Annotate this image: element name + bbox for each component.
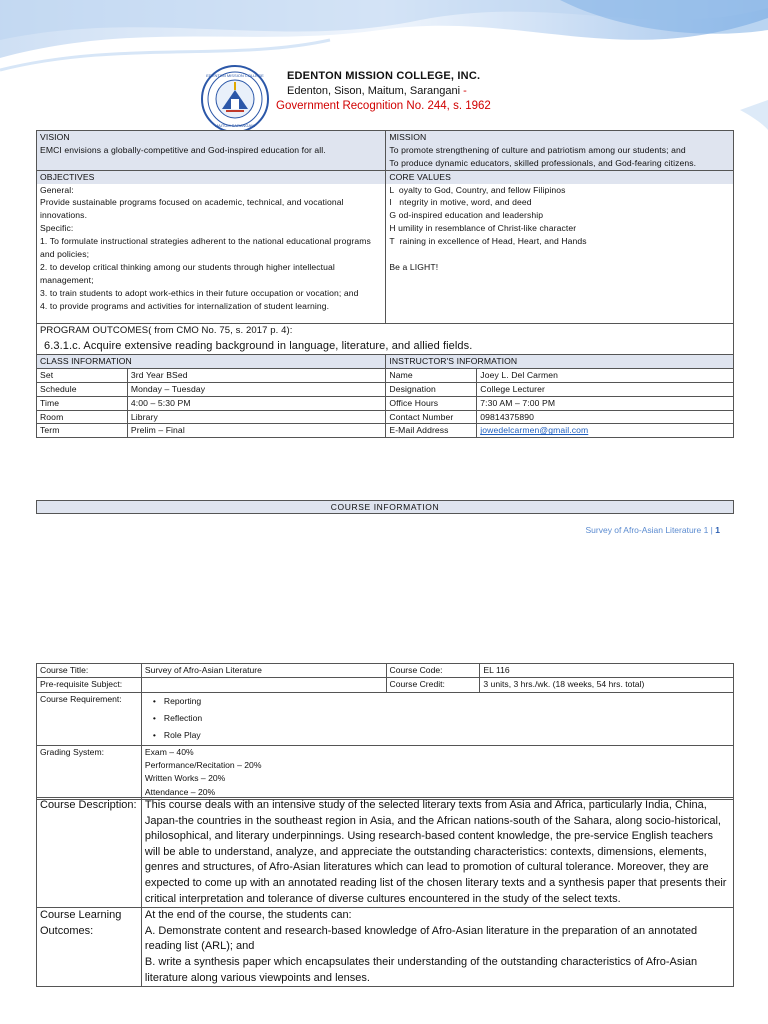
course-requirement-cell (141, 692, 733, 745)
course-code-value: EL 116 (480, 664, 734, 678)
course-credit-label: Course Credit: (386, 678, 480, 692)
mission-line-2: To produce dynamic educators, skilled professionals, and God-fearing citizens. (389, 157, 697, 168)
program-outcomes-label: PROGRAM OUTCOMES( from CMO No. 75, s. 2017 p. 4): (40, 324, 293, 336)
mission-line-1: To promote strengthening of culture and patriotism among our students; and (389, 144, 686, 155)
vision-label: VISION (40, 132, 70, 142)
email-cell (477, 424, 734, 438)
designation-value: College Lecturer (477, 382, 734, 396)
outcome-a: A. Demonstrate content and research-based knowledge of Afro-Asian literature in the preparation of an annotated reading list (ARL); and (144, 924, 698, 953)
objective-1: 1. To formulate instructional strategies adherent to the national educational programs and policies; (40, 236, 371, 260)
requirement-item: • Reflection (167, 710, 730, 727)
outcomes-intro: At the end of the course, the students can: (144, 909, 352, 922)
svg-text:MAITUM SARANGANI: MAITUM SARANGANI (214, 123, 256, 128)
course-description-text: This course deals with an intensive study of the selected literary texts from Asia and Africa, particularly India, China, Japan-the countries in the southeast region in Asia, and the African nations-south of the Sahara, along socio-historical, philosophical, and literary underpinnings. Using research-based content knowledge, the pre-service English teachers will be able to understand, analyze, and appreciate the outstanding characteristics: contexts, dimensions, elements, genres and structures, of Afro-Asian literatures which can lead to promotion of cultural tolerance. Moreover, they are expected to come up with an annotated reading list of the chosen literary texts and a synthesis paper that presents their critical interpretation and tolerance of diverse cultures encountered in the study of the select texts. (141, 798, 733, 908)
office-hours-label: Office Hours (386, 396, 477, 410)
core-values-tagline: Be a LIGHT! (389, 262, 439, 273)
name-value: Joey L. Del Carmen (477, 368, 734, 382)
contact-label: Contact Number (386, 410, 477, 424)
college-name: EDENTON MISSION COLLEGE, INC. (287, 70, 481, 82)
course-title-value: Survey of Afro-Asian Literature (141, 664, 386, 678)
course-title-label: Course Title: (37, 664, 142, 678)
grading-system-label: Grading System: (37, 745, 142, 799)
course-description-label: Course Description: (37, 798, 142, 908)
page-number: 1 (715, 525, 720, 535)
office-hours-value: 7:30 AM – 7:00 PM (477, 396, 734, 410)
program-outcomes-text: 6.3.1.c. Acquire extensive reading background in language, literature, and allied fields. (44, 339, 473, 352)
grading-item: Attendance – 20% (144, 786, 216, 797)
grading-item: Written Works – 20% (144, 773, 226, 784)
core-value-h: H umility in resemblance of Christ-like character (389, 223, 577, 234)
svg-text:EDENTON MISSION COLLEGE: EDENTON MISSION COLLEGE (206, 73, 264, 78)
vision-text: EMCI envisions a globally-competitive and God-inspired education for all. (40, 144, 326, 155)
class-info-header: CLASS INFORMATION (37, 355, 386, 369)
course-details-table (36, 663, 734, 800)
core-value-g: G od-inspired education and leadership (389, 210, 544, 221)
core-values-cell (386, 170, 734, 323)
college-address: Edenton, Sison, Maitum, Sarangani - (287, 85, 467, 97)
program-outcomes-cell (37, 323, 734, 355)
schedule-label: Schedule (37, 382, 128, 396)
prereq-value (141, 678, 386, 692)
course-requirement-label: Course Requirement: (37, 692, 142, 745)
objectives-specific-label: Specific: (40, 223, 74, 234)
instructor-info-header: INSTRUCTOR'S INFORMATION (386, 355, 734, 369)
requirement-item: • Reporting (167, 693, 730, 710)
contact-value: 09814375890 (477, 410, 734, 424)
grading-item: Exam – 40% (144, 746, 194, 757)
core-value-i: I ntegrity in motive, word, and deed (389, 197, 532, 208)
objectives-cell (37, 170, 386, 323)
set-value: 3rd Year BSed (127, 368, 386, 382)
name-label: Name (386, 368, 477, 382)
core-values-label: CORE VALUES (386, 171, 733, 184)
time-label: Time (37, 396, 128, 410)
government-recognition: Government Recognition No. 244, s. 1962 (276, 100, 491, 112)
footer-text: Survey of Afro-Asian Literature 1 | (585, 525, 716, 535)
set-label: Set (37, 368, 128, 382)
designation-label: Designation (386, 382, 477, 396)
course-information-bar: COURSE INFORMATION (36, 500, 734, 514)
course-outcomes-cell (141, 908, 733, 987)
objective-2: 2. to develop critical thinking among our students through higher intellectual management; (40, 261, 335, 285)
course-code-label: Course Code: (386, 664, 480, 678)
course-description-table (36, 797, 734, 987)
requirement-list (145, 693, 730, 745)
grading-item: Performance/Recitation – 20% (144, 759, 262, 770)
schedule-value: Monday – Tuesday (127, 382, 386, 396)
outcome-b: B. write a synthesis paper which encapsulates their understanding of the outstanding characteristics of Afro-Asian literature along various viewpoints and lenses. (144, 956, 698, 984)
grading-system-cell (141, 745, 733, 799)
email-link[interactable]: jowedelcarmen@gmail.com (480, 425, 589, 436)
college-seal-logo (200, 64, 270, 134)
institution-info-table (36, 130, 734, 355)
objectives-general-label: General: (40, 184, 74, 195)
term-label: Term (37, 424, 128, 438)
mission-cell (386, 131, 734, 171)
prereq-label: Pre-requisite Subject: (37, 678, 142, 692)
objectives-label: OBJECTIVES (37, 171, 385, 184)
course-outcomes-label: Course Learning Outcomes: (37, 908, 142, 987)
term-value: Prelim – Final (127, 424, 386, 438)
vision-cell (37, 131, 386, 171)
room-value: Library (127, 410, 386, 424)
course-credit-value: 3 units, 3 hrs./wk. (18 weeks, 54 hrs. total) (480, 678, 734, 692)
time-value: 4:00 – 5:30 PM (127, 396, 386, 410)
email-label: E-Mail Address (386, 424, 477, 438)
objective-3: 3. to train students to adopt work-ethics in their future occupation or vocation; and (40, 287, 359, 298)
core-value-t: T raining in excellence of Head, Heart, and Hands (389, 236, 587, 247)
requirement-item: • Role Play (167, 727, 730, 744)
page-footer (585, 525, 720, 535)
mission-label: MISSION (389, 132, 427, 142)
objective-4: 4. to provide programs and activities for internalization of student learning. (40, 300, 330, 311)
room-label: Room (37, 410, 128, 424)
objectives-general: Provide sustainable programs focused on academic, technical, and vocational innovations. (40, 197, 344, 221)
core-value-l: L oyalty to God, Country, and fellow Filipinos (389, 184, 566, 195)
class-instructor-table (36, 354, 734, 438)
